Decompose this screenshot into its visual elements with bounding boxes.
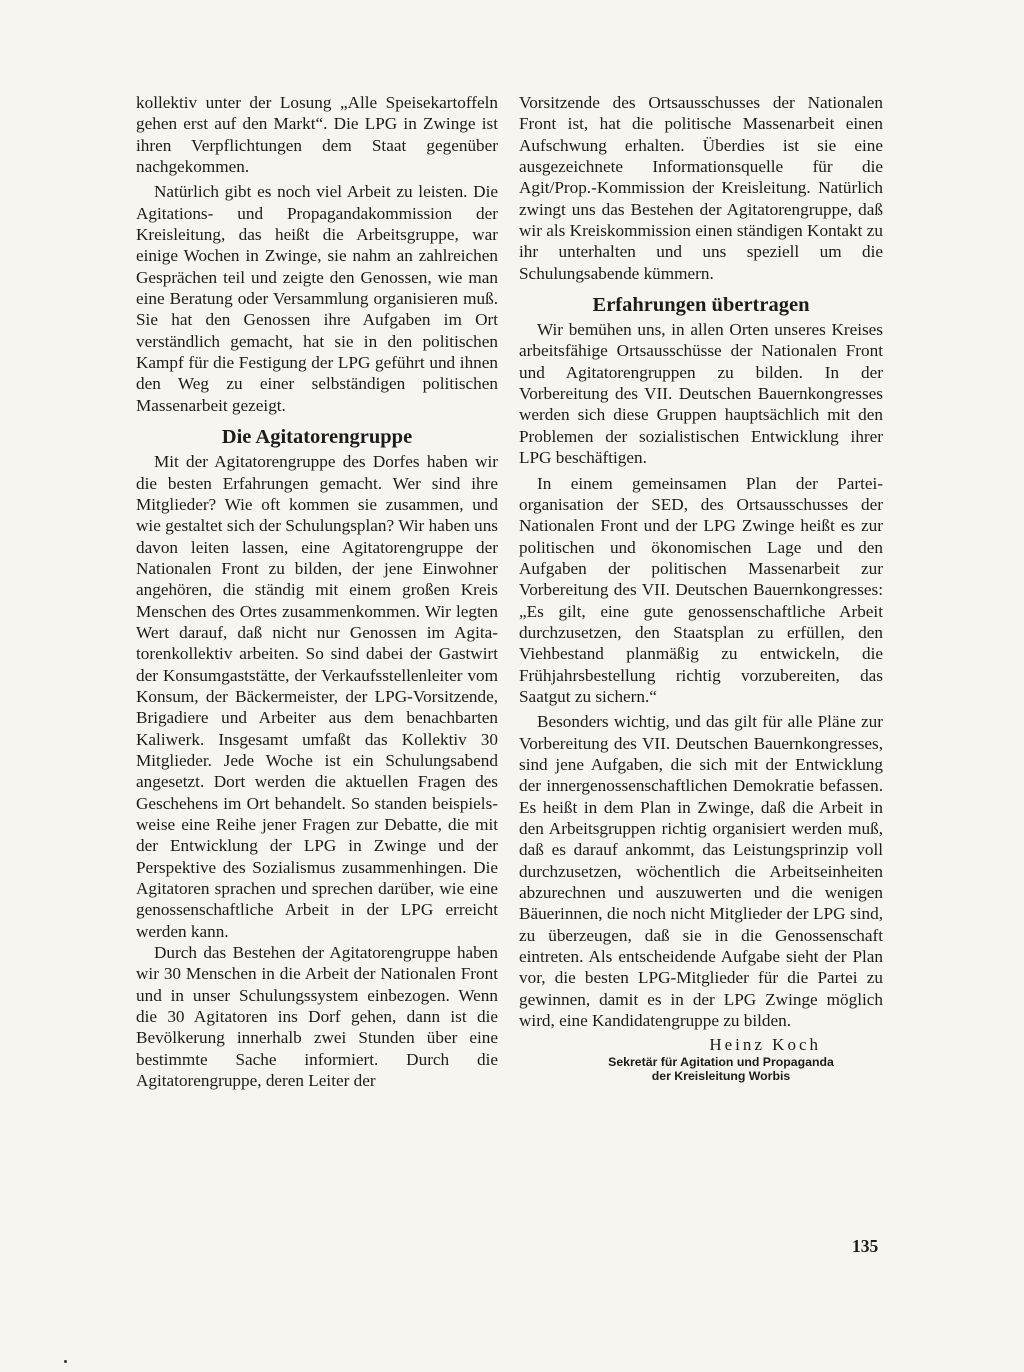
author-organization: der Kreisleitung Worbis — [651, 1069, 791, 1084]
right-column — [519, 92, 883, 1083]
page-number: 135 — [852, 1236, 879, 1256]
section-heading: Erfahrungen übertragen — [592, 294, 810, 317]
paragraph: kollektiv unter der Losung „Alle Speisekartoffeln gehen erst auf den Markt“. Die LPG in Zwinge ist ihren Verpflichtungen dem Staat gegenüber nachgekommen. — [136, 93, 498, 177]
left-column — [136, 92, 498, 1091]
author-signature: Heinz Koch — [709, 1035, 821, 1055]
scan-speck — [64, 1360, 67, 1363]
paragraph: Natürlich gibt es noch viel Arbeit zu leisten. Die Agitations- und Propagandakommission der Kreisleitung, das heißt die Arbeitsgruppe, war einige Wochen in Zwinge, sie nahm an zahlreichen Gesprächen teil und zeigte den Genossen, wie man eine Beratung oder Versammlung organisieren muß. Sie hat den Genossen ihre Aufgaben im Ort verständlich gemacht, hat sie in den politischen Kampf für die Festigung der LPG geführt und ihnen den Weg zu einer selbständigen politischen Massenarbeit gezeigt. — [136, 182, 498, 415]
paragraph: Durch das Bestehen der Agitatorengruppe haben wir 30 Menschen in die Arbeit der Nationalen Front und in unser Schulungssystem einbezogen. Wenn die 30 Agitatoren ins Dorf gehen, dann ist die Bevölkerung innerhalb zwei Stunden über eine bestimmte Sache informiert. Durch die Agitatorengruppe, deren Leiter der — [136, 943, 498, 1091]
paragraph: In einem gemeinsamen Plan der Parteiorganisation der SED, des Ortsausschusses der Nationalen Front und der LPG Zwinge heißt es zur politischen und ökonomischen Lage und den Aufgaben der politischen Massenarbeit zur Vorbereitung des VII. Deutschen Bauernkongresses: „Es gilt, eine gute genossenschaftliche Arbeit durchzusetzen, den Staatsplan zu erfüllen, den Viehbestand planmäßig zu entwickeln, die Frühjahrsbestellung richtig vorzubereiten, das Saatgut zu sichern.“ — [519, 473, 883, 706]
paragraph: Vorsitzende des Ortsausschusses der Nationalen Front ist, hat die politische Massenarbeit einen Aufschwung erhalten. Überdies ist sie eine ausgezeichnete Informationsquelle für die Agit/Prop.-Kommission der Kreisleitung. Natürlich zwingt uns das Bestehen der Agitatorengruppe, daß wir als Kreiskommission einen ständigen Kontakt zu ihr unterhalten und uns speziell um die Schulungsabende kümmern. — [519, 93, 883, 283]
paragraph: Mit der Agitatorengruppe des Dorfes haben wir die besten Erfahrungen gemacht. Wer sind ihre Mitglieder? Wie oft kommen sie zusammen, und wie gestaltet sich der Schulungsplan? Wir haben uns davon leiten lassen, eine Agitatorengruppe der Nationalen Front zu bilden, der jene Einwohner angehören, die ständig mit einem großen Kreis Menschen des Ortes zusammenkommen. Wir legten Wert darauf, daß nicht nur Genossen im Agitatorenkollektiv arbeiten. So sind dabei der Gastwirt der Konsumgaststätte, der Verkaufsstellenleiter vom Konsum, der Bäckermeister, der LPG-Vorsitzende, Brigadiere und Arbeiter aus dem benachbarten Kaliwerk. Insgesamt umfaßt das Kollektiv 30 Mitglieder. Jede Woche ist ein Schulungsabend angesetzt. Dort werden die aktuellen Fragen des Geschehens im Ort behandelt. So standen beispielsweise eine Reihe jener Fragen zur Debatte, die mit der Entwicklung der LPG in Zwinge und der Perspektive des Sozialismus zusammenhingen. Die Agitatoren sprachen und sprechen darüber, wie eine genossenschaftliche Arbeit in der LPG erreicht werden kann. — [136, 452, 498, 941]
author-title: Sekretär für Agitation und Propaganda — [608, 1055, 834, 1070]
paragraph: Besonders wichtig, und das gilt für alle Pläne zur Vorbereitung des VII. Deutschen Bauernkongresses, sind jene Aufgaben, die sich mit der Entwicklung der innergenossenschaftlichen Demokratie befassen. Es heißt in dem Plan in Zwinge, daß die Arbeit in den Arbeitsgruppen richtig organisiert werden muß, daß es darauf ankommt, das Leistungsprinzip voll durchzusetzen, wöchentlich die Arbeitseinheiten abzurechnen und auszuwerten und die wenigen Bäuerinnen, die noch nicht Mitglieder der LPG sind, zu überzeugen, daß sie in die Genossenschaft eintreten. Als entscheidende Aufgabe sieht der Plan vor, die besten LPG-Mitglieder für die Partei zu gewinnen, damit es in der LPG Zwinge möglich wird, eine Kandidatengruppe zu bilden. — [519, 712, 883, 1031]
paragraph: Wir bemühen uns, in allen Orten unseres Kreises arbeitsfähige Ortsausschüsse der Nationalen Front und Agitatorengruppen zu bilden. In der Vorbereitung des VII. Deutschen Bauernkongresses werden sich diese Gruppen hauptsächlich mit den Problemen der sozialistischen Entwicklung ihrer LPG beschäftigen. — [519, 320, 883, 468]
section-heading: Die Agitatorengruppe — [221, 426, 413, 449]
